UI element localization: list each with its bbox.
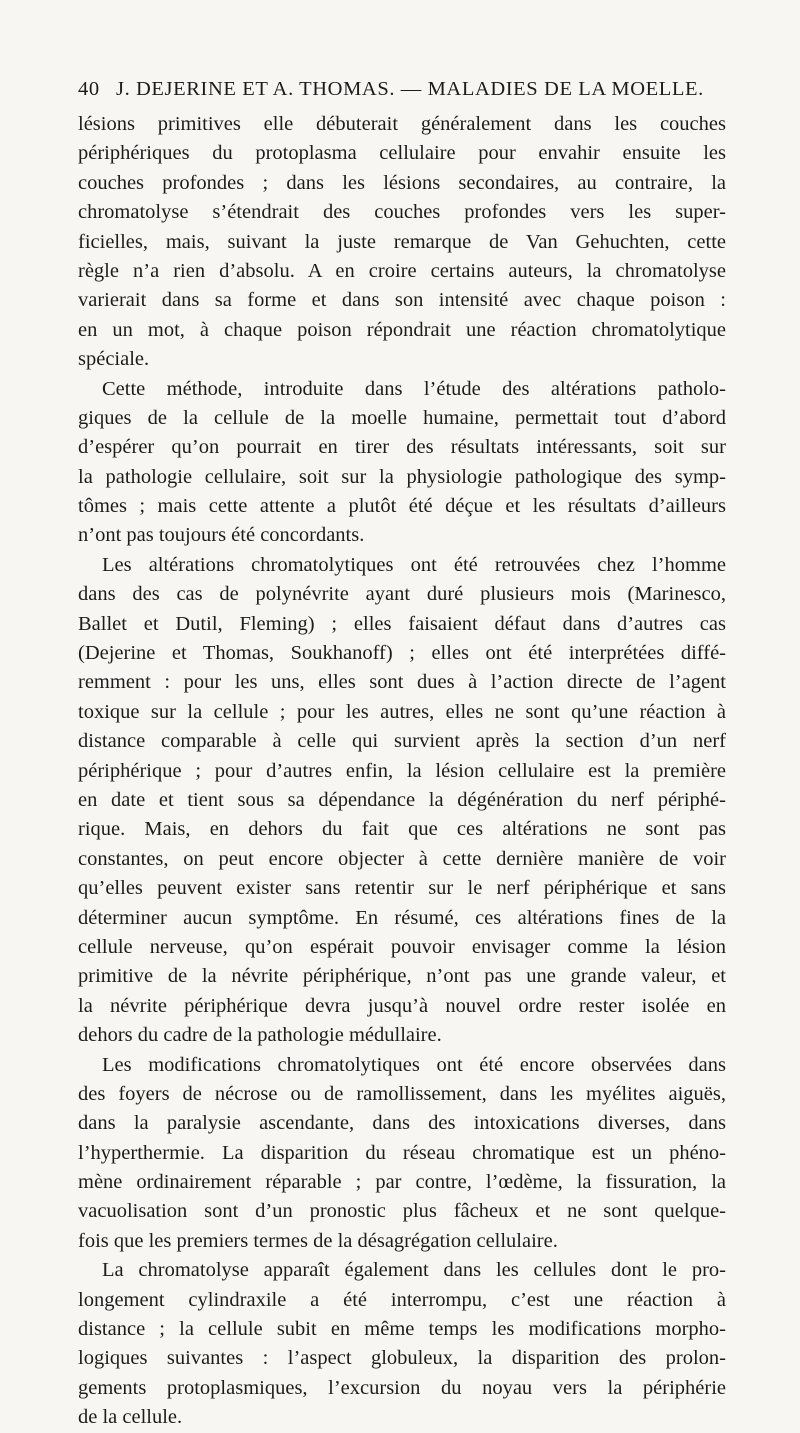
text-line: dans des cas de polynévrite ayant duré plusieurs mois (Marinesco,: [78, 583, 726, 606]
text-line: la pathologie cellulaire, soit sur la physiologie pathologique des symp-: [78, 465, 726, 488]
text-line: en un mot, à chaque poison répondrait une réaction chromatolytique: [78, 318, 726, 341]
text-line: déterminer aucun symptôme. En résumé, ces altérations fines de la: [78, 906, 726, 929]
text-line: dehors du cadre de la pathologie médullaire.: [78, 1024, 442, 1047]
text-line: distance ; la cellule subit en même temps les modifications morpho-: [78, 1318, 726, 1341]
text-line: constantes, on peut encore objecter à cette dernière manière de voir: [78, 847, 726, 870]
running-head-title: J. DEJERINE ET A. THOMAS. — MALADIES DE LA MOELLE.: [116, 78, 704, 100]
text-line: dans la paralysie ascendante, dans des intoxications diverses, dans: [78, 1112, 726, 1135]
text-line: qu’elles peuvent exister sans retentir sur le nerf périphérique et sans: [78, 877, 726, 900]
text-line: remment : pour les uns, elles sont dues à l’action directe de l’agent: [78, 671, 726, 694]
text-line: ficielles, mais, suivant la juste remarque de Van Gehuchten, cette: [78, 230, 726, 253]
text-line: chromatolyse s’étendrait des couches profondes vers les super-: [78, 201, 726, 224]
text-line: vacuolisation sont d’un pronostic plus fâcheux et ne sont quelque-: [78, 1200, 726, 1223]
text-line: l’hyperthermie. La disparition du réseau chromatique est un phéno-: [78, 1141, 726, 1164]
text-line: Les modifications chromatolytiques ont été encore observées dans: [102, 1053, 726, 1076]
text-line: fois que les premiers termes de la désagrégation cellulaire.: [78, 1229, 558, 1252]
text-line: logiques suivantes : l’aspect globuleux, la disparition des prolon-: [78, 1347, 726, 1370]
text-line: la névrite périphérique devra jusqu’à nouvel ordre rester isolée en: [78, 994, 726, 1017]
text-line: longement cylindraxile a été interrompu, c’est une réaction à: [78, 1288, 726, 1311]
text-line: (Dejerine et Thomas, Soukhanoff) ; elles ont été interprétées diffé-: [78, 642, 726, 665]
body-text: [78, 110, 726, 1433]
text-line: périphériques du protoplasma cellulaire pour envahir ensuite les: [78, 142, 726, 165]
text-line: périphérique ; pour d’autres enfin, la lésion cellulaire est la première: [78, 759, 726, 782]
text-line: cellule nerveuse, qu’on espérait pouvoir envisager comme la lésion: [78, 935, 726, 958]
text-line: toxique sur la cellule ; pour les autres, elles ne sont qu’une réaction à: [78, 700, 726, 723]
text-line: La chromatolyse apparaît également dans les cellules dont le pro-: [102, 1259, 726, 1282]
text-line: n’ont pas toujours été concordants.: [78, 524, 365, 547]
text-line: giques de la cellule de la moelle humaine, permettait tout d’abord: [78, 406, 726, 429]
text-line: couches profondes ; dans les lésions secondaires, au contraire, la: [78, 171, 726, 194]
text-line: Ballet et Dutil, Fleming) ; elles faisaient défaut dans d’autres cas: [78, 612, 726, 635]
text-line: tômes ; mais cette attente a plutôt été déçue et les résultats d’ailleurs: [78, 495, 726, 518]
text-line: des foyers de nécrose ou de ramollissement, dans les myélites aiguës,: [78, 1082, 726, 1105]
text-line: de la cellule.: [78, 1406, 183, 1429]
text-line: règle n’a rien d’absolu. A en croire certains auteurs, la chromatolyse: [78, 259, 726, 282]
text-line: lésions primitives elle débuterait généralement dans les couches: [78, 113, 726, 135]
text-line: rique. Mais, en dehors du fait que ces altérations ne sont pas: [78, 818, 726, 841]
text-line: Les altérations chromatolytiques ont été retrouvées chez l’homme: [102, 553, 726, 576]
text-line: varierait dans sa forme et dans son intensité avec chaque poison :: [78, 289, 726, 312]
text-line: mène ordinairement réparable ; par contre, l’œdème, la fissuration, la: [78, 1171, 726, 1194]
text-line: spéciale.: [78, 348, 150, 371]
text-line: distance comparable à celle qui survient après la section d’un nerf: [78, 730, 726, 753]
text-line: primitive de la névrite périphérique, n’ont pas une grande valeur, et: [78, 965, 726, 988]
text-line: Cette méthode, introduite dans l’étude des altérations patholo-: [102, 377, 726, 400]
text-line: en date et tient sous sa dépendance la dégénération du nerf périphé-: [78, 788, 726, 811]
book-page: [78, 78, 726, 1433]
page-number: 40: [78, 78, 100, 100]
text-line: d’espérer qu’on pourrait en tirer des résultats intéressants, soit sur: [78, 436, 726, 459]
text-line: gements protoplasmiques, l’excursion du noyau vers la périphérie: [78, 1376, 726, 1399]
running-head: [78, 78, 726, 108]
